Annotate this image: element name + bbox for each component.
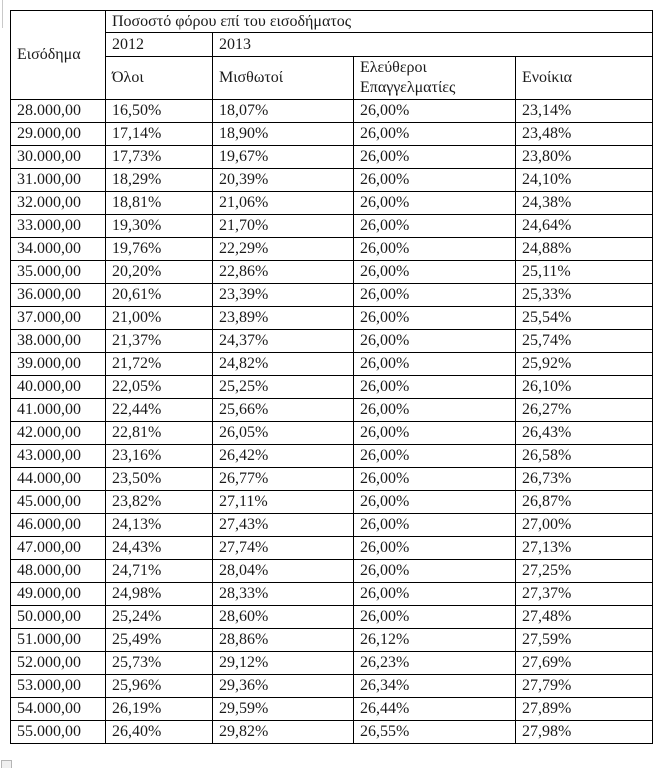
rate-cell: 21,00%: [106, 307, 213, 330]
income-cell: 36.000,00: [11, 284, 106, 307]
rate-cell: 28,60%: [213, 606, 354, 629]
income-cell: 37.000,00: [11, 307, 106, 330]
rate-cell: 25,92%: [516, 353, 653, 376]
rate-cell: 25,74%: [516, 330, 653, 353]
rate-cell: 25,73%: [106, 652, 213, 675]
income-cell: 46.000,00: [11, 514, 106, 537]
table-row: [11, 123, 653, 146]
table-row: [11, 629, 653, 652]
rate-cell: 27,79%: [516, 675, 653, 698]
rate-cell: 27,89%: [516, 698, 653, 721]
income-column-header: Εισόδημα: [11, 11, 106, 100]
income-cell: 54.000,00: [11, 698, 106, 721]
rate-cell: 24,37%: [213, 330, 354, 353]
rate-cell: 24,64%: [516, 215, 653, 238]
rate-cell: 26,00%: [354, 307, 516, 330]
table-body: [11, 100, 653, 744]
table-row: [11, 376, 653, 399]
rate-cell: 26,44%: [354, 698, 516, 721]
rate-cell: 26,23%: [354, 652, 516, 675]
income-cell: 35.000,00: [11, 261, 106, 284]
rate-cell: 26,00%: [354, 583, 516, 606]
group-header: Ποσοστό φόρου επί του εισοδήματος: [106, 11, 653, 33]
rate-cell: 26,27%: [516, 399, 653, 422]
income-cell: 55.000,00: [11, 721, 106, 744]
table-row: [11, 652, 653, 675]
rate-cell: 20,20%: [106, 261, 213, 284]
rate-cell: 18,07%: [213, 100, 354, 123]
table-row: [11, 606, 653, 629]
rate-cell: 26,00%: [354, 468, 516, 491]
rate-cell: 26,00%: [354, 560, 516, 583]
rate-cell: 23,14%: [516, 100, 653, 123]
table-row: [11, 583, 653, 606]
income-cell: 38.000,00: [11, 330, 106, 353]
rate-cell: 19,30%: [106, 215, 213, 238]
rate-cell: 26,12%: [354, 629, 516, 652]
rate-cell: 26,58%: [516, 445, 653, 468]
rate-cell: 23,80%: [516, 146, 653, 169]
rate-cell: 26,00%: [354, 238, 516, 261]
rate-cell: 26,87%: [516, 491, 653, 514]
col-header-rents: Ενοίκια: [516, 57, 653, 100]
year-2012-header: 2012: [106, 33, 213, 57]
rate-cell: 21,06%: [213, 192, 354, 215]
rate-cell: 26,77%: [213, 468, 354, 491]
income-cell: 41.000,00: [11, 399, 106, 422]
rate-cell: 23,48%: [516, 123, 653, 146]
rate-cell: 29,36%: [213, 675, 354, 698]
rate-cell: 21,70%: [213, 215, 354, 238]
rate-cell: 25,11%: [516, 261, 653, 284]
rate-cell: 27,13%: [516, 537, 653, 560]
rate-cell: 28,04%: [213, 560, 354, 583]
rate-cell: 19,76%: [106, 238, 213, 261]
income-cell: 29.000,00: [11, 123, 106, 146]
table-row: [11, 675, 653, 698]
table-row: [11, 261, 653, 284]
rate-cell: 21,72%: [106, 353, 213, 376]
rate-cell: 27,43%: [213, 514, 354, 537]
table-row: [11, 330, 653, 353]
rate-cell: 26,40%: [106, 721, 213, 744]
rate-cell: 25,25%: [213, 376, 354, 399]
rate-cell: 28,33%: [213, 583, 354, 606]
rate-cell: 26,00%: [354, 261, 516, 284]
rate-cell: 26,00%: [354, 399, 516, 422]
rate-cell: 23,82%: [106, 491, 213, 514]
col-header-salaried: Μισθωτοί: [213, 57, 354, 100]
rate-cell: 27,74%: [213, 537, 354, 560]
rate-cell: 25,66%: [213, 399, 354, 422]
rate-cell: 26,00%: [354, 330, 516, 353]
rate-cell: 17,73%: [106, 146, 213, 169]
income-cell: 28.000,00: [11, 100, 106, 123]
income-cell: 43.000,00: [11, 445, 106, 468]
rate-cell: 20,39%: [213, 169, 354, 192]
rate-cell: 18,29%: [106, 169, 213, 192]
rate-cell: 24,82%: [213, 353, 354, 376]
col-header-all: Όλοι: [106, 57, 213, 100]
income-cell: 53.000,00: [11, 675, 106, 698]
rate-cell: 22,86%: [213, 261, 354, 284]
rate-cell: 26,00%: [354, 100, 516, 123]
rate-cell: 26,00%: [354, 514, 516, 537]
rate-cell: 26,00%: [354, 376, 516, 399]
rate-cell: 26,00%: [354, 422, 516, 445]
tax-rate-table: [10, 10, 653, 744]
table-row: [11, 284, 653, 307]
table-row: [11, 468, 653, 491]
rate-cell: 27,59%: [516, 629, 653, 652]
table-row: [11, 238, 653, 261]
table-row: [11, 215, 653, 238]
rate-cell: 23,89%: [213, 307, 354, 330]
rate-cell: 29,12%: [213, 652, 354, 675]
table-row: [11, 192, 653, 215]
rate-cell: 26,19%: [106, 698, 213, 721]
table-row: [11, 146, 653, 169]
rate-cell: 26,00%: [354, 169, 516, 192]
income-cell: 47.000,00: [11, 537, 106, 560]
rate-cell: 25,49%: [106, 629, 213, 652]
rate-cell: 26,00%: [354, 445, 516, 468]
table-row: [11, 307, 653, 330]
rate-cell: 27,98%: [516, 721, 653, 744]
rate-cell: 27,00%: [516, 514, 653, 537]
table-row: [11, 491, 653, 514]
rate-cell: 18,90%: [213, 123, 354, 146]
table-row: [11, 399, 653, 422]
income-cell: 40.000,00: [11, 376, 106, 399]
income-cell: 44.000,00: [11, 468, 106, 491]
table-anchor-mark: [2, 0, 3, 28]
col-header-freelancers: Ελεύθεροι Επαγγελματίες: [354, 57, 516, 100]
income-cell: 34.000,00: [11, 238, 106, 261]
rate-cell: 24,38%: [516, 192, 653, 215]
rate-cell: 26,05%: [213, 422, 354, 445]
rate-cell: 23,39%: [213, 284, 354, 307]
income-cell: 45.000,00: [11, 491, 106, 514]
rate-cell: 22,29%: [213, 238, 354, 261]
income-cell: 52.000,00: [11, 652, 106, 675]
rate-cell: 23,16%: [106, 445, 213, 468]
rate-cell: 26,00%: [354, 491, 516, 514]
table-row: [11, 422, 653, 445]
rate-cell: 16,50%: [106, 100, 213, 123]
table-row: [11, 353, 653, 376]
rate-cell: 18,81%: [106, 192, 213, 215]
table-row: [11, 698, 653, 721]
rate-cell: 22,81%: [106, 422, 213, 445]
rate-cell: 26,73%: [516, 468, 653, 491]
income-cell: 31.000,00: [11, 169, 106, 192]
income-cell: 30.000,00: [11, 146, 106, 169]
rate-cell: 26,00%: [354, 537, 516, 560]
rate-cell: 29,59%: [213, 698, 354, 721]
rate-cell: 26,00%: [354, 606, 516, 629]
rate-cell: 25,96%: [106, 675, 213, 698]
rate-cell: 24,98%: [106, 583, 213, 606]
income-cell: 49.000,00: [11, 583, 106, 606]
rate-cell: 21,37%: [106, 330, 213, 353]
income-cell: 50.000,00: [11, 606, 106, 629]
rate-cell: 26,34%: [354, 675, 516, 698]
table-row: [11, 537, 653, 560]
rate-cell: 23,50%: [106, 468, 213, 491]
table-row: [11, 100, 653, 123]
rate-cell: 24,13%: [106, 514, 213, 537]
table-row: [11, 169, 653, 192]
rate-cell: 19,67%: [213, 146, 354, 169]
rate-cell: 26,00%: [354, 284, 516, 307]
rate-cell: 26,00%: [354, 123, 516, 146]
table-header: [11, 11, 653, 100]
rate-cell: 25,54%: [516, 307, 653, 330]
rate-cell: 26,00%: [354, 353, 516, 376]
rate-cell: 17,14%: [106, 123, 213, 146]
rate-cell: 22,44%: [106, 399, 213, 422]
table-resize-handle[interactable]: [1, 760, 12, 768]
rate-cell: 26,55%: [354, 721, 516, 744]
rate-cell: 26,00%: [354, 215, 516, 238]
income-cell: 48.000,00: [11, 560, 106, 583]
rate-cell: 25,33%: [516, 284, 653, 307]
rate-cell: 20,61%: [106, 284, 213, 307]
income-cell: 42.000,00: [11, 422, 106, 445]
income-cell: 33.000,00: [11, 215, 106, 238]
income-cell: 51.000,00: [11, 629, 106, 652]
income-cell: 32.000,00: [11, 192, 106, 215]
table-row: [11, 560, 653, 583]
rate-cell: 26,10%: [516, 376, 653, 399]
rate-cell: 24,71%: [106, 560, 213, 583]
table-row: [11, 514, 653, 537]
rate-cell: 22,05%: [106, 376, 213, 399]
income-cell: 39.000,00: [11, 353, 106, 376]
year-2013-header: 2013: [213, 33, 653, 57]
rate-cell: 28,86%: [213, 629, 354, 652]
rate-cell: 25,24%: [106, 606, 213, 629]
table-row: [11, 721, 653, 744]
rate-cell: 27,48%: [516, 606, 653, 629]
rate-cell: 26,00%: [354, 146, 516, 169]
table-row: [11, 445, 653, 468]
rate-cell: 29,82%: [213, 721, 354, 744]
rate-cell: 27,37%: [516, 583, 653, 606]
rate-cell: 26,00%: [354, 192, 516, 215]
rate-cell: 27,25%: [516, 560, 653, 583]
rate-cell: 24,88%: [516, 238, 653, 261]
rate-cell: 27,69%: [516, 652, 653, 675]
rate-cell: 26,43%: [516, 422, 653, 445]
rate-cell: 26,42%: [213, 445, 354, 468]
rate-cell: 27,11%: [213, 491, 354, 514]
rate-cell: 24,43%: [106, 537, 213, 560]
rate-cell: 24,10%: [516, 169, 653, 192]
